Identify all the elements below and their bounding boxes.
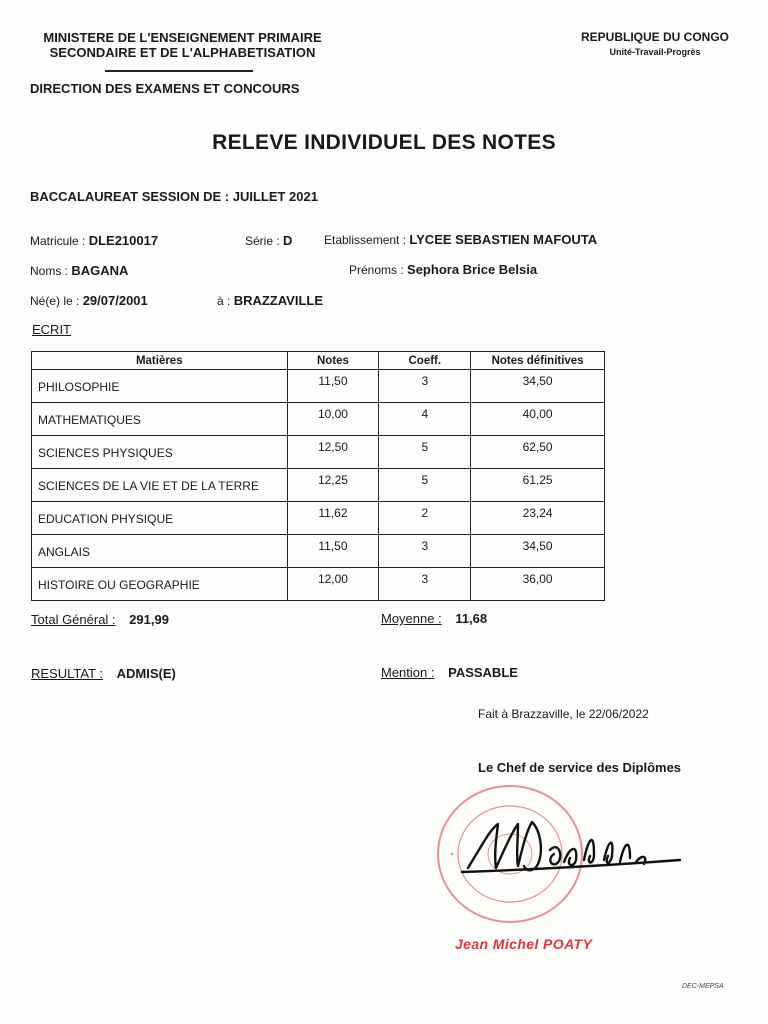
note-cell: 11,50: [287, 370, 379, 403]
total-value: 291,99: [129, 612, 169, 627]
prenoms-field: [349, 262, 537, 277]
definitive-cell: 34,50: [471, 370, 605, 403]
coeff-cell: 3: [379, 535, 471, 568]
coeff-cell: 4: [379, 403, 471, 436]
resultat: [31, 666, 176, 681]
exam-session: BACCALAUREAT SESSION DE : JUILLET 2021: [30, 189, 318, 204]
resultat-value: ADMIS(E): [116, 666, 176, 681]
subject-cell: PHILOSOPHIE: [32, 370, 288, 403]
resultat-label: RESULTAT :: [31, 666, 103, 681]
note-cell: 12,50: [287, 436, 379, 469]
grades-table: [31, 351, 605, 601]
lieu-label: à :: [217, 294, 231, 308]
direction-heading: DIRECTION DES EXAMENS ET CONCOURS: [30, 81, 300, 96]
header-matieres: Matières: [32, 352, 288, 370]
matricule-field: [30, 233, 158, 248]
coeff-cell: 3: [379, 370, 471, 403]
definitive-cell: 61,25: [471, 469, 605, 502]
table-row: [32, 502, 605, 535]
etablissement-label: Etablissement :: [324, 233, 407, 247]
coeff-cell: 5: [379, 469, 471, 502]
subject-cell: SCIENCES PHYSIQUES: [32, 436, 288, 469]
signature: [460, 810, 690, 895]
national-motto: Unité-Travail-Progrès: [609, 47, 701, 57]
definitive-cell: 62,50: [471, 436, 605, 469]
naissance-value: 29/07/2001: [82, 293, 148, 308]
prenoms-label: Prénoms :: [349, 263, 404, 277]
lieu-field: [217, 293, 323, 308]
note-cell: 12,25: [287, 469, 379, 502]
coeff-cell: 5: [379, 436, 471, 469]
coeff-cell: 2: [379, 502, 471, 535]
table-row: [32, 535, 605, 568]
ministry-line-1: MINISTERE DE L'ENSEIGNEMENT PRIMAIRE: [43, 30, 322, 45]
mention: [381, 665, 518, 680]
note-cell: 11,62: [287, 502, 379, 535]
definitive-cell: 34,50: [471, 535, 605, 568]
noms-field: [30, 263, 128, 278]
note-cell: 10,00: [287, 403, 379, 436]
matricule-label: Matricule :: [30, 234, 86, 248]
definitive-cell: 40,00: [471, 403, 605, 436]
handwritten-signature-icon: [460, 810, 690, 890]
table-row: [32, 436, 605, 469]
definitive-cell: 23,24: [471, 502, 605, 535]
header-notes: Notes: [287, 352, 379, 370]
header-notes-definitives: Notes définitives: [471, 352, 605, 370]
subject-cell: HISTOIRE OU GEOGRAPHIE: [32, 568, 288, 601]
note-cell: 12,00: [287, 568, 379, 601]
subject-cell: MATHEMATIQUES: [32, 403, 288, 436]
place-date: Fait à Brazzaville, le 22/06/2022: [478, 707, 649, 721]
naissance-label: Né(e) le :: [30, 294, 80, 308]
table-row: [32, 403, 605, 436]
ministry-header: [30, 30, 335, 60]
noms-label: Noms :: [30, 264, 69, 278]
document-title: RELEVE INDIVIDUEL DES NOTES: [212, 131, 556, 154]
republic-name: REPUBLIQUE DU CONGO: [580, 30, 729, 44]
serie-value: D: [283, 233, 293, 248]
mention-value: PASSABLE: [448, 665, 518, 680]
note-cell: 11,50: [287, 535, 379, 568]
subject-cell: SCIENCES DE LA VIE ET DE LA TERRE: [32, 469, 288, 502]
definitive-cell: 36,00: [471, 568, 605, 601]
moyenne: [381, 611, 487, 626]
serie-field: [245, 233, 292, 248]
republic-header: [560, 30, 750, 60]
header-divider: [105, 70, 253, 72]
prenoms-value: Sephora Brice Belsia: [407, 262, 538, 277]
etablissement-field: [324, 232, 597, 247]
table-header-row: [32, 352, 605, 370]
moyenne-value: 11,68: [455, 611, 488, 626]
section-ecrit: ECRIT: [32, 322, 71, 337]
matricule-value: DLE210017: [88, 233, 159, 248]
total-label: Total Général :: [31, 612, 116, 627]
mention-label: Mention :: [381, 665, 435, 680]
signatory-name: Jean Michel POATY: [455, 936, 593, 952]
document-reference: DEC-MEPSA: [682, 983, 724, 990]
table-row: [32, 568, 605, 601]
total-general: [31, 612, 169, 627]
header-coeff: Coeff.: [379, 352, 471, 370]
table-row: [32, 469, 605, 502]
subject-cell: ANGLAIS: [32, 535, 288, 568]
chief-title: Le Chef de service des Diplômes: [478, 760, 682, 775]
lieu-value: BRAZZAVILLE: [233, 293, 323, 308]
noms-value: BAGANA: [71, 263, 129, 278]
table-row: [32, 370, 605, 403]
coeff-cell: 3: [379, 568, 471, 601]
etablissement-value: LYCEE SEBASTIEN MAFOUTA: [409, 232, 598, 247]
serie-label: Série :: [245, 234, 280, 248]
naissance-field: [30, 293, 148, 308]
moyenne-label: Moyenne :: [381, 611, 442, 626]
subject-cell: EDUCATION PHYSIQUE: [32, 502, 288, 535]
ministry-line-2: SECONDAIRE ET DE L'ALPHABETISATION: [49, 45, 316, 60]
